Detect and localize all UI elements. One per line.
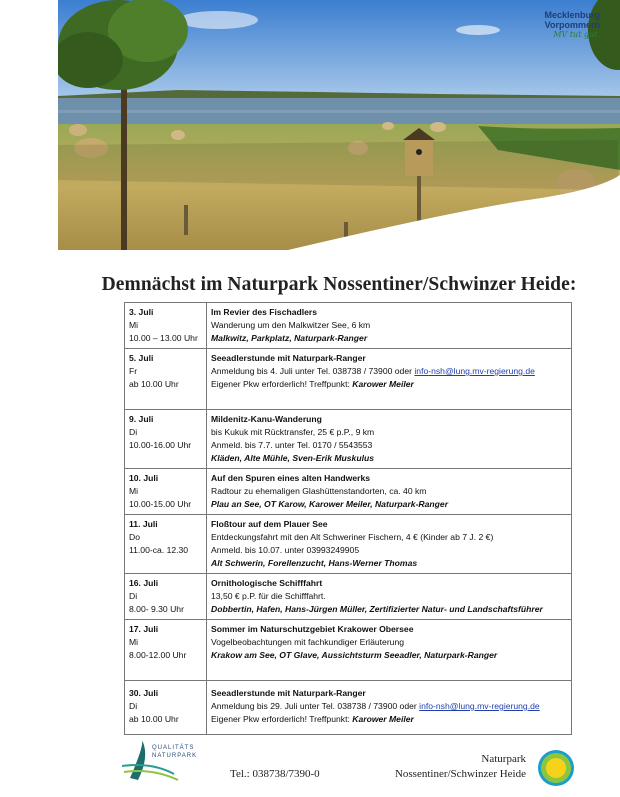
- event-desc: bis Kukuk mit Rücktransfer, 25 € p.P., 9 km: [211, 427, 375, 437]
- event-row: [125, 349, 572, 410]
- event-date: 16. Juli: [129, 578, 159, 588]
- event-title: Auf den Spuren eines alten Handwerks: [211, 473, 371, 483]
- event-info-cell: [207, 574, 572, 620]
- event-meeting-place: Karower Meiler: [352, 714, 414, 724]
- event-desc: Wanderung um den Malkwitzer See, 6 km: [211, 320, 371, 330]
- event-row: [125, 469, 572, 515]
- event-info-cell: [207, 515, 572, 574]
- event-day: Di: [129, 701, 138, 711]
- event-day: Fr: [129, 366, 138, 376]
- event-location: Malkwitz, Parkplatz, Naturpark-Ranger: [211, 333, 368, 343]
- event-date-cell: [125, 515, 207, 574]
- mv-logo-slogan: MV tut gut.: [553, 30, 600, 39]
- event-row: [125, 620, 572, 681]
- event-location: Kläden, Alte Mühle, Sven-Erik Muskulus: [211, 453, 374, 463]
- email-link[interactable]: info-nsh@lung.mv-regierung.de: [419, 701, 540, 711]
- event-date: 9. Juli: [129, 414, 154, 424]
- event-time: 10.00-16.00 Uhr: [129, 440, 192, 450]
- event-date: 30. Juli: [129, 688, 159, 698]
- quality-naturpark-logo: [122, 736, 198, 791]
- event-day: Mi: [129, 486, 139, 496]
- event-date: 10. Juli: [129, 473, 159, 483]
- event-date-cell: [125, 349, 207, 410]
- event-location: Alt Schwerin, Forellenzucht, Hans-Werner Thomas: [211, 558, 418, 568]
- event-time: 11.00-ca. 12.30: [129, 545, 189, 555]
- event-time: 8.00-12.00 Uhr: [129, 650, 187, 660]
- event-date: 3. Juli: [129, 307, 154, 317]
- event-row: [125, 303, 572, 349]
- event-date-cell: [125, 574, 207, 620]
- event-desc: Entdeckungsfahrt mit den Alt Schweriner Fischern, 4 € (Kinder ab 7 J. 2 €): [211, 532, 494, 542]
- footer-phone: Tel.: 038738/7390-0: [230, 768, 320, 780]
- event-info-cell: [207, 349, 572, 410]
- quality-line2: NATURPARK: [152, 753, 198, 759]
- event-info-cell: [207, 469, 572, 515]
- event-desc: [211, 365, 567, 378]
- event-date-cell: [125, 410, 207, 469]
- event-meeting-label: Eigener Pkw erforderlich! Treffpunkt:: [211, 379, 353, 389]
- event-title: Sommer im Naturschutzgebiet Krakower Obersee: [211, 624, 414, 634]
- event-location: Dobbertin, Hafen, Hans-Jürgen Müller, Zertifizierter Natur- und Landschaftsführer: [211, 604, 543, 614]
- sun-logo-icon: [536, 748, 576, 788]
- event-desc: [211, 700, 567, 713]
- event-time: 10.00 – 13.00 Uhr: [129, 333, 198, 343]
- naturpark-line2: Nossentiner/Schwinzer Heide: [394, 768, 526, 780]
- event-info-cell: [207, 410, 572, 469]
- event-info-cell: [207, 303, 572, 349]
- event-time: 10.00-15.00 Uhr: [129, 499, 192, 509]
- event-title: Seeadlerstunde mit Naturpark-Ranger: [211, 688, 366, 698]
- event-date-cell: [125, 620, 207, 681]
- event-date: 11. Juli: [129, 519, 158, 529]
- naturpark-logo: [536, 748, 576, 793]
- event-desc-text: Anmeldung bis 4. Juli unter Tel. 038738 / 73900 oder: [211, 366, 415, 376]
- naturpark-line1: Naturpark: [481, 753, 526, 765]
- quality-naturpark-text: [152, 744, 197, 760]
- event-info-cell: [207, 681, 572, 735]
- naturpark-name: [366, 752, 526, 782]
- event-row: [125, 410, 572, 469]
- event-desc: Radtour zu ehemaligen Glashüttenstandorten, ca. 40 km: [211, 486, 427, 496]
- mv-logo: [544, 10, 600, 40]
- event-desc: Vogelbeobachtungen mit fachkundiger Erläuterung: [211, 637, 405, 647]
- event-time: 8.00- 9.30 Uhr: [129, 604, 184, 614]
- event-date: 17. Juli: [129, 624, 159, 634]
- event-day: Di: [129, 427, 138, 437]
- event-row: [125, 515, 572, 574]
- event-title: Floßtour auf dem Plauer See: [211, 519, 328, 529]
- event-date-cell: [125, 303, 207, 349]
- event-meeting-label: Eigener Pkw erforderlich! Treffpunkt:: [211, 714, 353, 724]
- quality-line1: QUALITÄTS: [152, 745, 195, 751]
- event-title: Seeadlerstunde mit Naturpark-Ranger: [211, 353, 366, 363]
- event-desc2: Anmeld. bis 7.7. unter Tel. 0170 / 5543553: [211, 440, 373, 450]
- event-time: ab 10.00 Uhr: [129, 379, 179, 389]
- event-day: Do: [129, 532, 140, 542]
- page-title: Demnächst im Naturpark Nossentiner/Schwinzer Heide:: [101, 274, 577, 295]
- mv-logo-line2: Vorpommern: [544, 20, 600, 30]
- event-location: Krakow am See, OT Glave, Aussichtsturm Seeadler, Naturpark-Ranger: [211, 650, 498, 660]
- event-meeting-place: Karower Meiler: [352, 379, 414, 389]
- header-photo: [58, 0, 620, 250]
- event-desc2: Anmeld. bis 10.07. unter 03993249905: [211, 545, 360, 555]
- event-day: Mi: [129, 637, 139, 647]
- event-row: [125, 681, 572, 735]
- event-info-cell: [207, 620, 572, 681]
- event-row: [125, 574, 572, 620]
- landscape-illustration: [58, 0, 620, 250]
- event-desc: 13,50 € p.P. für die Schifffahrt.: [211, 591, 326, 601]
- event-day: Mi: [129, 320, 139, 330]
- event-title: Ornithologische Schifffahrt: [211, 578, 323, 588]
- event-meeting: [211, 713, 567, 726]
- event-date-cell: [125, 681, 207, 735]
- mv-logo-line1: Mecklenburg: [544, 10, 600, 20]
- event-day: Di: [129, 591, 138, 601]
- event-time: ab 10.00 Uhr: [129, 714, 179, 724]
- event-date-cell: [125, 469, 207, 515]
- event-location: Plau an See, OT Karow, Karower Meiler, Naturpark-Ranger: [211, 499, 449, 509]
- event-meeting: [211, 378, 567, 391]
- event-desc-text: Anmeldung bis 29. Juli unter Tel. 038738 / 73900 oder: [211, 701, 420, 711]
- event-title: Im Revier des Fischadlers: [211, 307, 318, 317]
- events-table: [124, 302, 572, 735]
- event-title: Mildenitz-Kanu-Wanderung: [211, 414, 322, 424]
- event-date: 5. Juli: [129, 353, 154, 363]
- email-link[interactable]: info-nsh@lung.mv-regierung.de: [414, 366, 535, 376]
